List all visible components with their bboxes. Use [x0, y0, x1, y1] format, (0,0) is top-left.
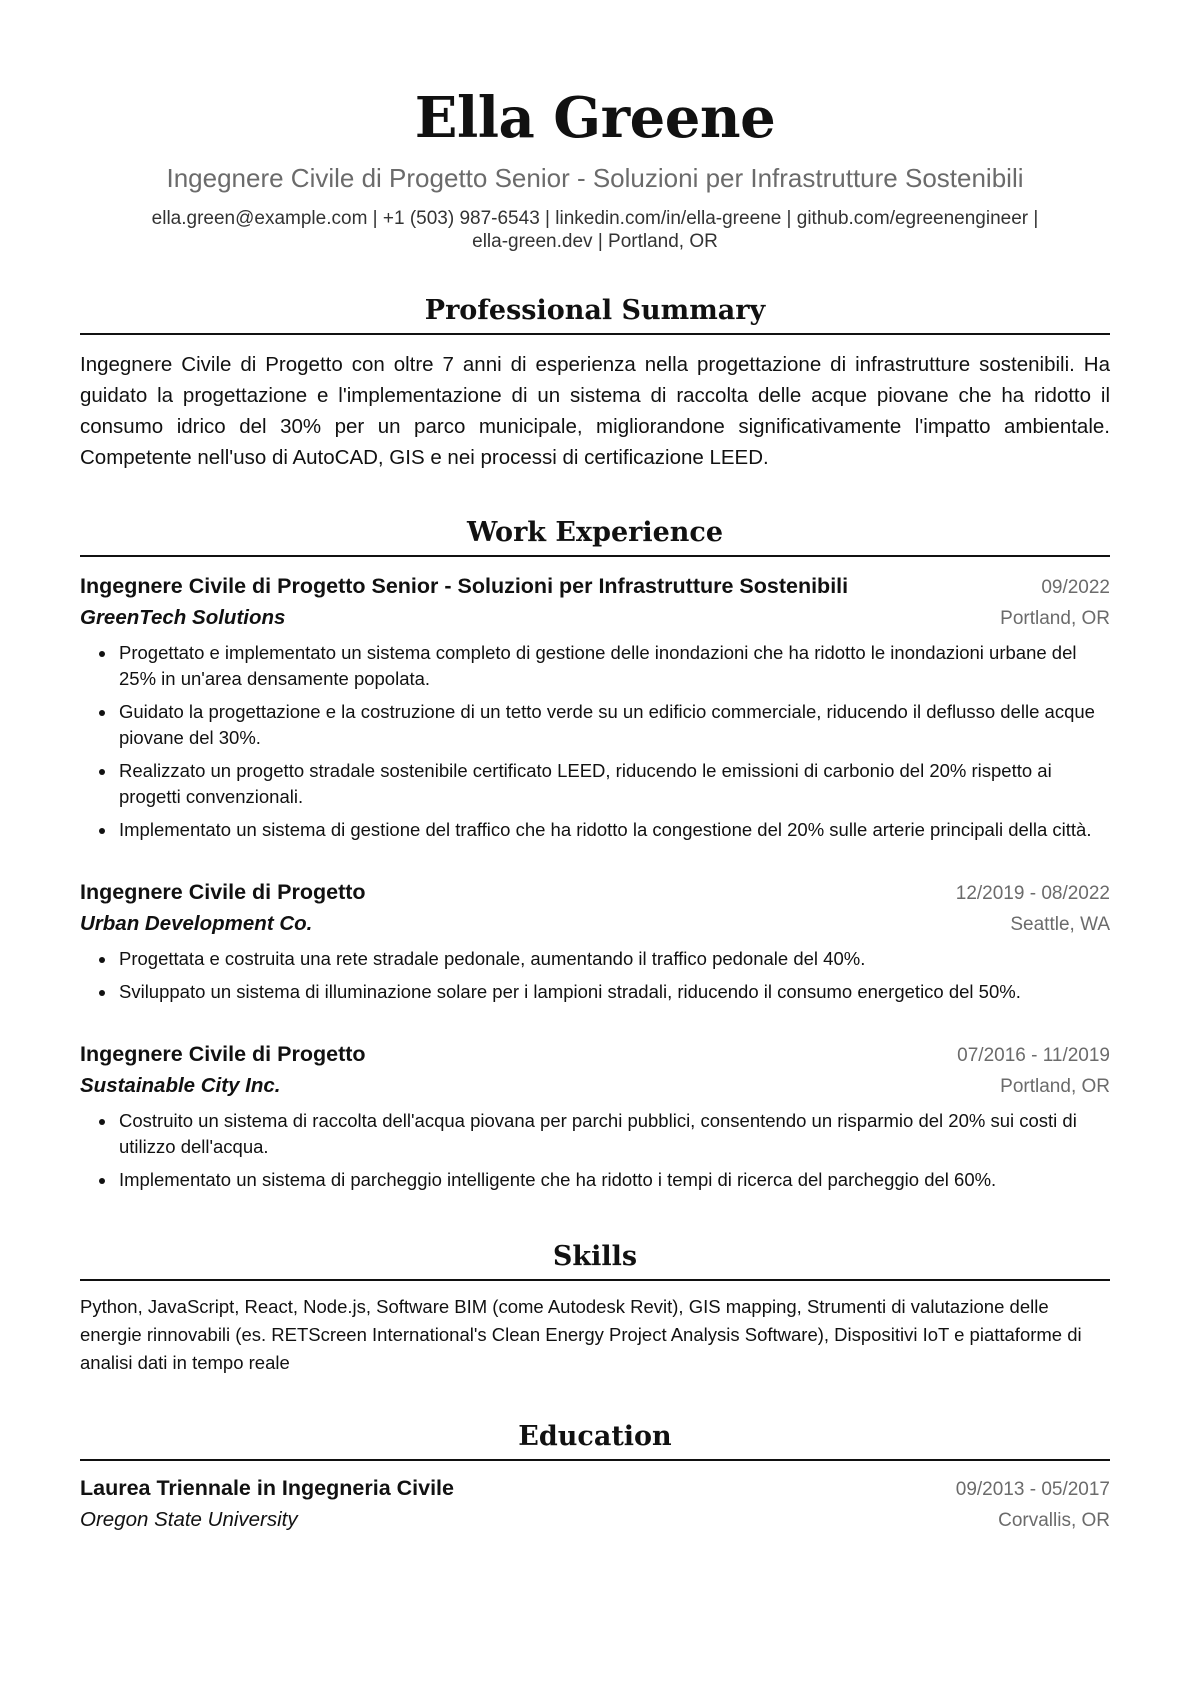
job-location: Portland, OR: [1000, 608, 1110, 629]
job-title: Ingegnere Civile di Progetto: [80, 880, 366, 904]
job-bullet: • Realizzato un progetto stradale sostenibile certificato LEED, riducendo le emissioni di carbonio del 20% rispetto ai progetti convenzionali.: [117, 758, 1110, 810]
job-title: Ingegnere Civile di Progetto Senior - Soluzioni per Infrastrutture Sostenibili: [80, 574, 849, 598]
skills-text: Python, JavaScript, React, Node.js, Software BIM (come Autodesk Revit), GIS mapping, Strumenti di valutazione delle energie rinnovabili (es. RETScreen International's Clean Energy Project Analysis Software), Dispositivi IoT e piattaforme di analisi dati in tempo reale: [80, 1296, 1082, 1373]
contact-info: [115, 207, 1075, 253]
education-section: [80, 1419, 1110, 1536]
education-date: 09/2013 - 05/2017: [955, 1479, 1110, 1500]
section-title-summary: Professional Summary: [80, 293, 1110, 335]
job-bullet: • Guidato la progettazione e la costruzione di un tetto verde su un edificio commerciale, riducendo il deflusso delle acque piovane del 30%.: [117, 699, 1110, 751]
summary-text: Ingegnere Civile di Progetto con oltre 7 anni di esperienza nella progettazione di infrastrutture sostenibili. Ha guidato la progettazione e l'implementazione di un sistema di raccolta delle acque piovane che ha ridotto il consumo idrico del 30% per un parco municipale, migliorandone significativamente l'impatto ambientale. Competente nell'uso di AutoCAD, GIS e nei processi di certificazione LEED.: [80, 353, 1110, 469]
job-entry: [80, 571, 1110, 843]
summary-section: [80, 293, 1110, 473]
job-entry: [80, 1039, 1110, 1193]
job-bullets: [80, 640, 1110, 843]
job-title: Ingegnere Civile di Progetto: [80, 1042, 366, 1066]
education-entry: [80, 1473, 1110, 1536]
job-company: Urban Development Co.: [80, 912, 313, 935]
job-bullet: • Implementato un sistema di gestione del traffico che ha ridotto la congestione del 20% sulle arterie principali della città.: [117, 817, 1110, 843]
job-company: Sustainable City Inc.: [80, 1074, 281, 1097]
contact-line-2: ella-green.dev | Portland, OR: [472, 231, 718, 252]
job-location: Portland, OR: [1000, 1076, 1110, 1097]
skills-section: [80, 1239, 1110, 1377]
job-date: 07/2016 - 11/2019: [957, 1045, 1110, 1066]
job-date: 12/2019 - 08/2022: [955, 883, 1110, 904]
job-bullet: • Sviluppato un sistema di illuminazione solare per i lampioni stradali, riducendo il consumo energetico del 50%.: [117, 979, 1110, 1005]
job-date: 09/2022: [1041, 577, 1110, 598]
education-location: Corvallis, OR: [998, 1510, 1110, 1531]
section-title-skills: Skills: [80, 1239, 1110, 1281]
job-bullet: • Costruito un sistema di raccolta dell'acqua piovana per parchi pubblici, consentendo un risparmio del 20% sui costi di utilizzo dell'acqua.: [117, 1108, 1110, 1160]
job-bullets: [80, 1108, 1110, 1193]
job-bullet: • Progettata e costruita una rete stradale pedonale, aumentando il traffico pedonale del 40%.: [117, 946, 1110, 972]
education-school: Oregon State University: [80, 1508, 298, 1531]
education-degree: Laurea Triennale in Ingegneria Civile: [80, 1476, 454, 1500]
section-title-education: Education: [80, 1419, 1110, 1461]
job-bullet: • Implementato un sistema di parcheggio intelligente che ha ridotto i tempi di ricerca del parcheggio del 60%.: [117, 1167, 1110, 1193]
experience-section: [80, 515, 1110, 1193]
job-location: Seattle, WA: [1010, 914, 1110, 935]
job-company: GreenTech Solutions: [80, 606, 286, 629]
contact-line-1: ella.green@example.com | +1 (503) 987-6543 | linkedin.com/in/ella-greene | github.com/egreenengineer |: [151, 208, 1039, 229]
job-entry: [80, 877, 1110, 1005]
job-bullet: • Progettato e implementato un sistema completo di gestione delle inondazioni che ha ridotto le inondazioni urbane del 25% in un'area densamente popolata.: [117, 640, 1110, 692]
job-bullets: [80, 946, 1110, 1005]
candidate-name: Ella Greene: [414, 85, 776, 151]
section-title-experience: Work Experience: [80, 515, 1110, 557]
candidate-headline: Ingegnere Civile di Progetto Senior - Soluzioni per Infrastrutture Sostenibili: [166, 163, 1024, 193]
